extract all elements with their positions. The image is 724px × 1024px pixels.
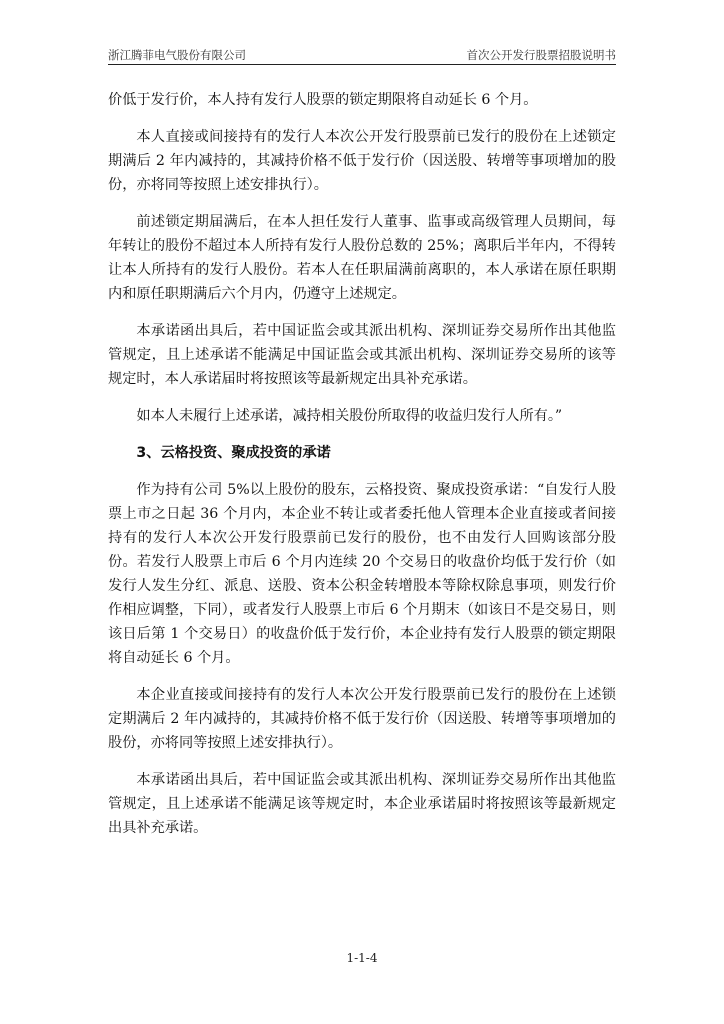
- paragraph: 本企业直接或间接持有的发行人本次公开发行股票前已发行的股份在上述锁定期满后 2 年内减持的，其减持价格不低于发行价（因送股、转增等事项增加的股份，亦将同等按照上述安排执行）。: [108, 687, 616, 751]
- paragraph-continuation: 价低于发行价，本人持有发行人股票的锁定期限将自动延长 6 个月。: [108, 92, 538, 108]
- page-number: 1-1-4: [346, 951, 378, 965]
- document-body: [108, 88, 616, 853]
- paragraph: 本承诺函出具后，若中国证监会或其派出机构、深圳证券交易所作出其他监管规定，且上述承诺不能满足该等规定时，本企业承诺届时将按照该等最新规定出具补充承诺。: [108, 772, 616, 836]
- paragraph: 如本人未履行上述承诺，减持相关股份所取得的收益归发行人所有。”: [136, 408, 563, 424]
- header-company-name: 浙江腾菲电气股份有限公司: [108, 48, 246, 62]
- paragraph: 前述锁定期届满后，在本人担任发行人董事、监事或高级管理人员期间，每年转让的股份不超过本人所持有发行人股份总数的 25%；离职后半年内，不得转让本人所持有的发行人股份。若本人在任职届满前离职的，本人承诺在原任职期内和原任职期满后六个月内，仍遵守上述规定。: [108, 214, 616, 302]
- paragraph: 本承诺函出具后，若中国证监会或其派出机构、深圳证券交易所作出其他监管规定，且上述承诺不能满足中国证监会或其派出机构、深圳证券交易所的该等规定时，本人承诺届时将按照该等最新规定出具补充承诺。: [108, 323, 616, 387]
- section-heading: 3、云格投资、聚成投资的承诺: [136, 445, 331, 461]
- header-document-title: 首次公开发行股票招股说明书: [466, 48, 616, 62]
- paragraph: 本人直接或间接持有的发行人本次公开发行股票前已发行的股份在上述锁定期满后 2 年内减持的，其减持价格不低于发行价（因送股、转增等事项增加的股份，亦将同等按照上述安排执行）。: [108, 129, 616, 193]
- paragraph: 作为持有公司 5%以上股份的股东，云格投资、聚成投资承诺：“自发行人股票上市之日起 36 个月内，本企业不转让或者委托他人管理本企业直接或者间接持有的发行人本次公开发行股票前已发行的股份，也不由发行人回购该部分股份。若发行人股票上市后 6 个月内连续 20 个交易日的收盘价均低于发行价（如发行人发生分红、派息、送股、资本公积金转增股本等除权除息事项，则发行价作相应调整，下同），或者发行人股票上市后 6 个月期末（如该日不是交易日，则该日后第 1 个交易日）的收盘价低于发行价，本企业持有发行人股票的锁定期限将自动延长 6 个月。: [108, 482, 616, 666]
- page-header: [108, 44, 616, 65]
